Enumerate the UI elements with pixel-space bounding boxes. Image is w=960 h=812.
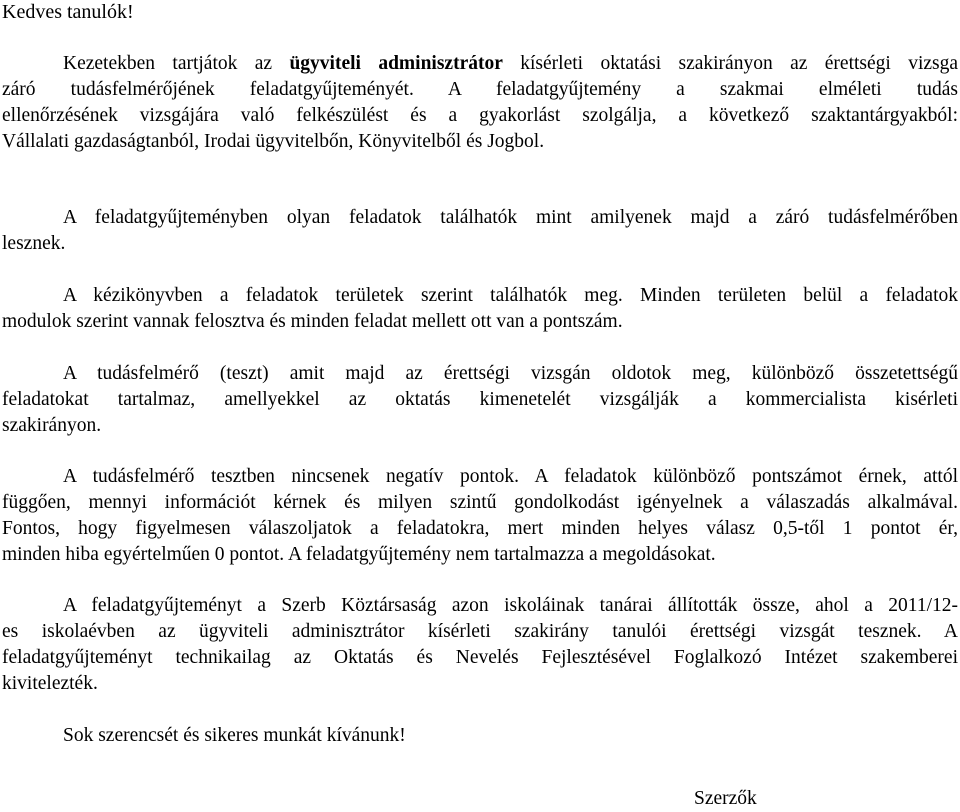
paragraph-line: modulok szerint vannak felosztva és minden feladat mellett ott van a pontszám. <box>2 311 623 332</box>
paragraph-line: A feladatgyűjteményben olyan feladatok találhatók mint amilyenek majd a záró tudásfelmérőben <box>63 207 958 228</box>
paragraph-line: A tudásfelmérő (teszt) amit majd az érettségi vizsgán oldotok meg, különböző összetettségű <box>63 363 958 384</box>
paragraph-line: függően, mennyi információt kérnek és milyen szintű gondolkodást igényelnek a válaszadás alkalmával. <box>2 492 958 513</box>
paragraph-line: feladatokat tartalmaz, amellyekkel az oktatás kimenetelét vizsgálják a kommercialista kisérleti <box>2 389 958 410</box>
paragraph-line <box>2 51 958 77</box>
paragraph-line: záró tudásfelmérőjének feladatgyűjteményét. A feladatgyűjtemény a szakmai elméleti tudás <box>2 79 958 100</box>
structure-paragraph <box>2 283 958 335</box>
scoring-paragraph <box>2 464 958 568</box>
authors-paragraph <box>2 593 958 697</box>
content-paragraph <box>2 205 958 257</box>
intro-paragraph <box>2 51 958 155</box>
paragraph-line: feladatgyűjteményt technikailag az Oktatás és Nevelés Fejlesztésével Foglalkozó Intézet szakemberei <box>2 647 958 668</box>
text-run: Kezetekben tartjátok az <box>63 53 290 74</box>
paragraph-line: ellenőrzésének vizsgájára való felkészülést és a gyakorlást szolgálja, a következő szaktantárgyakból: <box>2 105 958 126</box>
paragraph-line: kivitelezték. <box>2 673 98 694</box>
paragraph-line: Vállalati gazdaságtanból, Irodai ügyvitelbőn, Könyvitelből és Jogbol. <box>2 131 545 152</box>
bold-text-run: ügyviteli adminisztrátor <box>289 53 503 74</box>
greeting-heading: Kedves tanulók! <box>2 1 134 23</box>
paragraph-line: szakirányon. <box>2 415 102 436</box>
text-run: kísérleti oktatási szakirányon az érettségi vizsga <box>502 53 959 74</box>
paragraph-line: lesznek. <box>2 233 66 254</box>
closing-paragraph <box>2 723 958 749</box>
paragraph-line: Fontos, hogy figyelmesen válaszoljatok a feladatokra, mert minden helyes válasz 0,5-től 1 pontot ér, <box>2 518 958 539</box>
paragraph-line: A kézikönyvben a feladatok területek szerint találhatók meg. Minden területen belül a feladatok <box>63 285 958 306</box>
paragraph-line: Sok szerencsét és sikeres munkát kívánunk! <box>63 725 406 746</box>
paragraph-line: A tudásfelmérő tesztben nincsenek negatív pontok. A feladatok különböző pontszámot érnek, attól <box>63 466 958 487</box>
test-description-paragraph <box>2 361 958 439</box>
paragraph-line: es iskolaévben az ügyviteli adminisztrátor kísérleti szakirány tanulói érettségi vizsgát tesznek. A <box>2 621 958 642</box>
paragraph-line: A feladatgyűjteményt a Szerb Köztársaság azon iskoláinak tanárai állították össze, ahol a 2011/12- <box>63 595 958 616</box>
paragraph-line: minden hiba egyértelműen 0 pontot. A feladatgyűjtemény nem tartalmazza a megoldásokat. <box>2 544 716 565</box>
signature: Szerzők <box>694 788 757 809</box>
